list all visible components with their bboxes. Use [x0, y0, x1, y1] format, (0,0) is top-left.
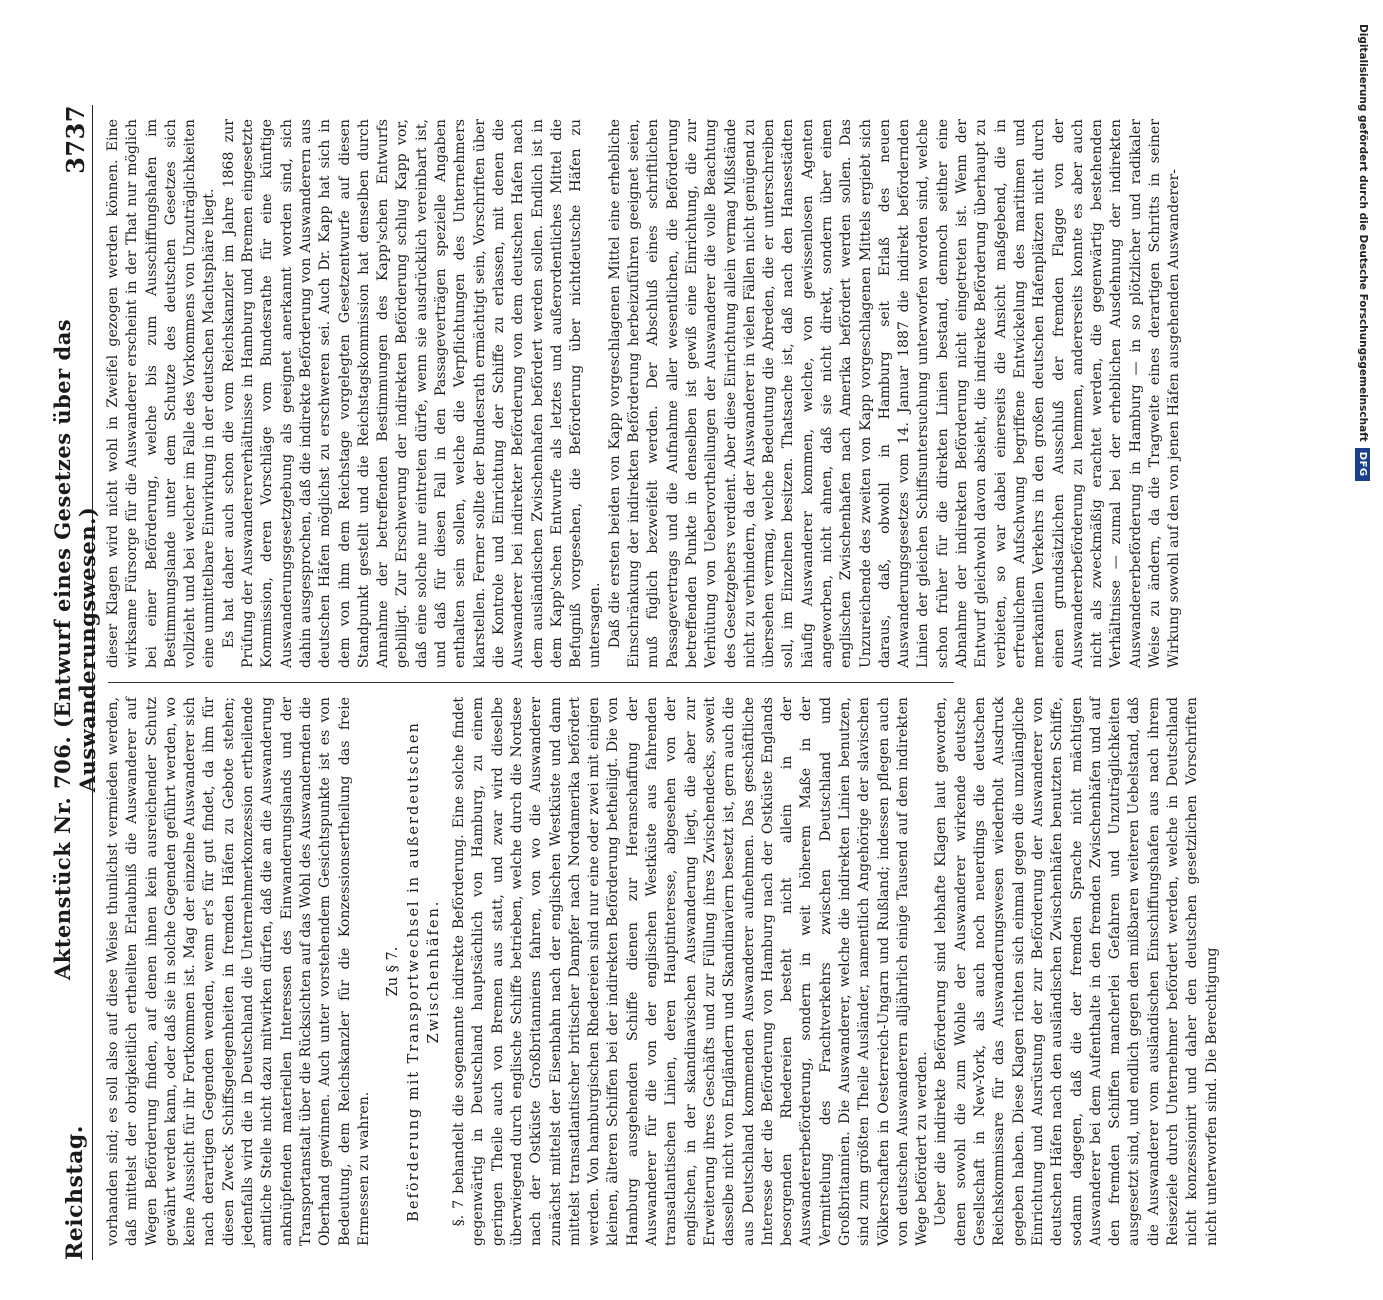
column-divider — [108, 682, 954, 683]
paragraph: Daß die ersten beiden von Kapp vorgeschlagenen Mittel eine erhebliche Einschränkung der indirekten Beförderung herbeizuführen geeignet seien, muß füglich bezweifelt werden. Der Abschluß eines schriftlichen Passagevertrags und die Aufnahme aller wesentlichen, die Beförderung betreffenden Punkte in denselben ist gewiß eine Einrichtung, die zur Verhütung von Uebervortheilungen der Auswanderer die volle Beachtung des Gesetzgebers verdient. Aber diese Einrichtung allein vermag Mißstände nicht zu verhindern, da der Auswanderer in vielen Fällen nicht genügend zu übersehen vermag, welche Bedeutung die Abreden, die er unterschreiben soll, im Einzelnen besitzen. Thatsache ist, daß nach den Hansestädten häufig Auswanderer kommen, welche, von gewissenlosen Agenten angeworben, nicht ahnen, daß sie nicht direkt, sondern über einen englischen Zwischenhafen nach Amerika befördert werden sollen. Das Unzureichende des zweiten von Kapp vorgeschlagenen Mittels ergiebt sich daraus, daß, obwohl in Hamburg seit Erlaß des neuen Auswanderungsgesetzes vom 14. Januar 1887 die indirekt befördernden Linien der gleichen Schiffsuntersuchung unterworfen worden sind, welche schon früher für die direkten Linien bestand, dennoch seither eine Abnahme der indirekten Beförderung nicht eingetreten ist. Wenn der Entwurf gleichwohl davon absieht, die indirekte Beförderung überhaupt zu verbieten, so war dabei einerseits die Ansicht maßgebend, die in erfreulichem Aufschwung begriffene Entwickelung des maritimen und merkantilen Verkehrs in den großen deutschen Hafenplätzen nicht durch einen grundsätzlichen Ausschluß der fremden Flagge von der Auswandererbeförderung zu hemmen, andererseits konnte es aber auch nicht als zweckmäßig erachtet werden, die gegenwärtig bestehenden Verhältnisse — zumal bei der erheblichen Ausdehnung der indirekten Auswandererbeförderung in Hamburg — in so plötzlicher und radikaler Weise zu ändern, da die Tragweite eines derartigen Schritts in seiner Wirkung sowohl auf den von jenen Häfen ausgehenden Auswanderer- — [606, 119, 1183, 668]
text-columns — [104, 105, 1220, 1260]
paragraph: Es hat daher auch schon die vom Reichskanzler im Jahre 1868 zur Prüfung der Auswandererverhältnisse in Hamburg und Bremen eingesetzte Kommission, deren Vorschläge vom Bundesrathe für eine künftige Auswanderungsgesetzgebung als geeignet anerkannt worden sind, sich dahin ausgesprochen, daß die indirekte Beförderung von Auswanderern aus deutschen Häfen möglichst zu erschweren sei. Auch Dr. Kapp hat sich in dem von ihm dem Reichstage vorgelegten Gesetzentwurfe auf diesen Standpunkt gestellt und die Reichstagskommission hat denselben durch Annahme der betreffenden Bestimmungen des Kapp'schen Entwurfs gebilligt. Zur Erschwerung der indirekten Beförderung schlug Kapp vor, daß eine solche nur eintreten dürfe, wenn sie ausdrücklich vereinbart ist, und daß für diesen Fall in den Passageverträgen spezielle Angaben enthalten sein sollen, welche die Verpflichtungen des Unternehmers klarstellen. Ferner sollte der Bundesrath ermächtigt sein, Vorschriften über die Kontrole und Einrichtung der Schiffe zu erlassen, mit denen die Auswanderer bei indirekter Beförderung von dem deutschen Hafen nach dem ausländischen Zwischenhafen befördert werden sollen. Endlich ist in dem Kapp'schen Entwurfe als letztes und außerordentliches Mittel die Befugniß vorgesehen, die Beförderung über nichtdeutsche Häfen zu untersagen. — [220, 119, 604, 668]
credit-text: Digitalisierung gefördert durch die Deutsche Forschungsgemeinschaft — [1357, 24, 1369, 442]
page-header — [50, 105, 100, 1260]
page-number: 3737 — [60, 105, 90, 174]
paragraph: §. 7 behandelt die sogenannte indirekte Beförderung. Eine solche findet gegenwärtig in Deutschland hauptsächlich von Hamburg, zu einem geringen Theile auch von Bremen aus statt, und zwar wird dieselbe überwiegend durch englische Schiffe betrieben, welche durch die Nordsee nach der Ostküste Großbritanniens fahren, von wo die Auswanderer zunächst mittelst der Eisenbahn nach der englischen Westküste und dann mittelst transatlantischer britischer Dampfer nach Nordamerika befördert werden. Von hamburgischen Rhedereien sind nur eine oder zwei mit einigen kleinen, älteren Schiffen bei der indirekten Beförderung betheiligt. Die von Hamburg ausgehenden Schiffe dienen zur Heranschaffung der Auswanderer für die von der englischen Westküste aus fahrenden transatlantischen Linien, deren Hauptinteresse, abgesehen von der englischen, in der skandinavischen Auswanderung liegt, die aber zur Erweiterung ihres Geschäfts und zur Füllung ihres Zwischendecks, soweit dasselbe nicht von Engländern und Skandinaviern besetzt ist, gern auch die aus Deutschland kommenden Auswanderer aufnehmen. Das geschäftliche Interesse der die Beförderung von Hamburg nach der Ostküste Englands besorgenden Rhedereien besteht nicht allein in der Auswandererbeförderung, sondern in weit höherem Maße in der Vermittelung des Frachtverkehrs zwischen Deutschland und Großbritannien. Die Auswanderer, welche die indirekten Linien benutzen, sind zum größten Theile Ausländer, namentlich Angehörige der slavischen Völkerschaften in Oesterreich-Ungarn und Rußland; indessen pflegen auch von deutschen Auswanderern alljährlich einige Tausend auf dem indirekten Wege befördert zu werden. — [451, 697, 931, 1246]
header-title: Aktenstück Nr. 706. (Entwurf eines Gesetzes über das Auswanderungswesen.) — [50, 318, 100, 981]
digitisation-credit — [1352, 24, 1374, 984]
header-left: Reichstag. — [62, 1125, 88, 1260]
text-column-left — [104, 683, 1220, 1260]
dfg-logo: DFG — [1356, 448, 1371, 481]
section-heading: Zu § 7. — [385, 946, 402, 997]
paragraph: Ueber die indirekte Beförderung sind lebhafte Klagen laut geworden, denen sowohl die zum Wohle der Auswanderer wirkende deutsche Gesellschaft in New-York, als auch noch neuerdings die deutschen Reichskommissare für das Auswanderungswesen wiederholt Ausdruck gegeben haben. Diese Klagen richten sich einmal gegen die unzulängliche Einrichtung und Ausrüstung der zur Beförderung der Auswanderer von deutschen Häfen nach den ausländischen Zwischenhäfen benutzten Schiffe, sodann dagegen, daß die der fremden Sprache nicht mächtigen Auswanderer bei dem Aufenthalte in den fremden Zwischenhäfen und auf den fremden Schiffen mancherlei Gefahren und Unzuträglichkeiten ausgesetzt sind, und endlich gegen den mißbaren weiteren Uebelstand, daß die Auswanderer vom ausländischen Einschiffungshafen aus nach ihrem Reiseziele durch Unternehmer befördert werden, welche in Deutschland nicht konzessionirt und daher den deutschen gesetzlichen Vorschriften nicht unterworfen sind. Die Berechtigung — [933, 697, 1220, 1246]
paragraph: dieser Klagen wird nicht wohl in Zweifel gezogen werden können. Eine wirksame Fürsorge für die Auswanderer erscheint in der That nur möglich bei einer Beförderung, welche bis zum Ausschiffungshafen im Bestimmungslande unter dem Schutze des deutschen Gesetzes sich vollzieht und bei welcher im Falle des Vorkommens von Unzuträglichkeiten eine unmittelbare Einwirkung in der deutschen Machtsphäre liegt. — [105, 119, 218, 668]
section-subheading: Beförderung mit Transportwechsel in außerdeutschen Zwischenhäfen. — [406, 721, 442, 1222]
paragraph: vorhanden sind; es soll also auf diese Weise thunlichst vermieden werden, daß mittelst der obrigkeitlich ertheilten Erlaubniß die Auswanderer auf Wegen Beförderung finden, auf denen ihnen kein ausreichender Schutz gewährt werden kann, oder daß sie in solche Gegenden geführt werden, wo keine Aussicht für ihr Fortkommen ist. Mag der einzelne Auswanderer sich nach derartigen Gegenden wenden, wenn er's für gut findet, da ihm für diesen Zweck Schiffsgelegenheiten in fremden Häfen zu Gebote stehen; jedenfalls wird die in Deutschland die Unternehmerkonzession ertheilende amtliche Stelle nicht dazu mitwirken dürfen, daß die an die Auswanderung anknüpfenden materiellen Interessen des Einwanderungslands und der Transportanstalt über die Rücksichten auf das Wohl des Auswandernden die Oberhand gewinnen. Auch unter vorstehendem Gesichtspunkte ist es von Bedeutung, dem Reichskanzler für die Konzessionsertheilung das freie Ermessen zu wahren. — [105, 697, 372, 1246]
text-column-right — [104, 105, 1183, 682]
rotated-document-page — [50, 65, 1220, 1300]
